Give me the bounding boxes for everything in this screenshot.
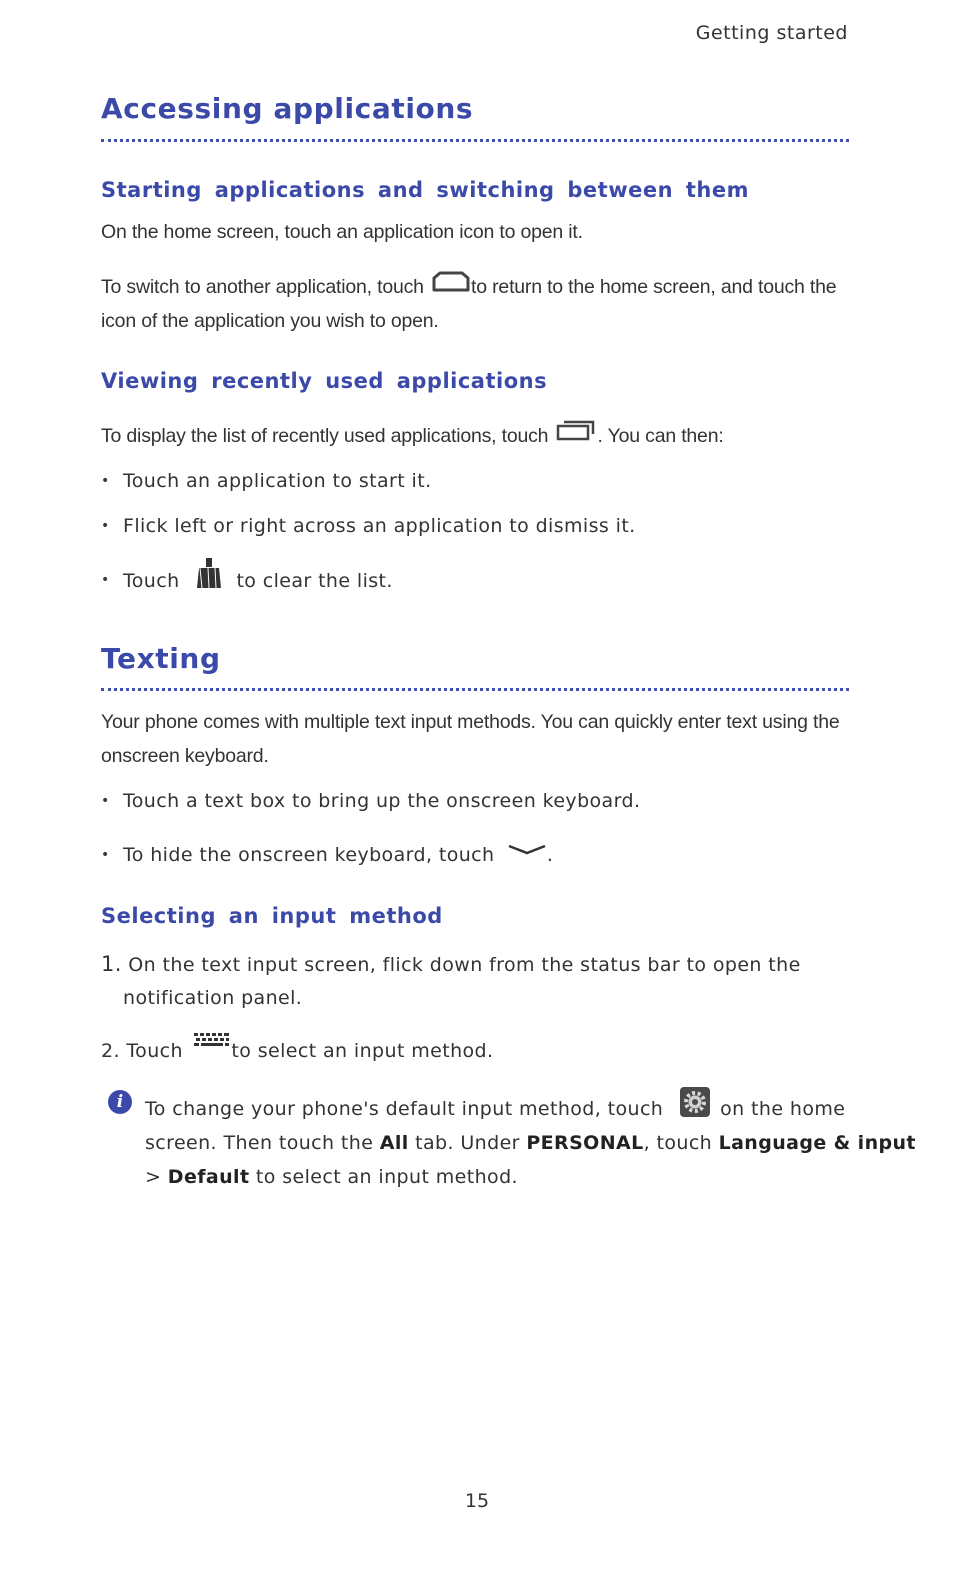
numbered-step (101, 1040, 493, 1062)
paragraph: Your phone comes with multiple text input methods. You can quickly enter text using the (101, 711, 840, 733)
text-span: To hide the onscreen keyboard, touch (123, 844, 495, 866)
subsection-title-input-method: Selecting an input method (101, 904, 443, 928)
text-span: on the home (720, 1098, 846, 1120)
step-number: 2. (101, 1040, 120, 1062)
info-icon: i (108, 1090, 132, 1114)
subsection-title-recent: Viewing recently used applications (101, 369, 548, 393)
paragraph-continued: onscreen keyboard. (101, 745, 269, 767)
bullet-marker: • (101, 572, 110, 588)
keyboard-icon (193, 1032, 231, 1057)
note-line (145, 1097, 845, 1122)
bullet-marker: • (101, 473, 110, 489)
text-span: to select an input method. (255, 1166, 518, 1188)
numbered-step-continued: notification panel. (123, 987, 303, 1009)
running-header: Getting started (695, 22, 848, 44)
list-item: Flick left or right across an application to dismiss it. (123, 515, 636, 537)
bullet-marker: • (101, 793, 110, 809)
note-line (145, 1132, 916, 1154)
text-span: to return to the home screen, and touch the (471, 276, 837, 298)
text-span: To change your phone's default input method, touch (145, 1098, 664, 1120)
paragraph (101, 276, 836, 299)
recent-apps-icon (556, 418, 598, 448)
bullet-marker: • (101, 847, 110, 863)
chevron-down-icon (507, 840, 547, 862)
broom-icon (194, 557, 224, 594)
section-divider (101, 688, 849, 691)
step-number: 1. (101, 952, 122, 976)
section-divider (101, 139, 849, 142)
paragraph (101, 425, 724, 448)
numbered-step (101, 952, 801, 976)
ui-term-personal: PERSONAL (526, 1132, 644, 1154)
text-span: tab. Under (415, 1132, 520, 1154)
text-span: to clear the list. (236, 570, 393, 592)
section-title-texting: Texting (101, 642, 221, 675)
settings-gear-icon (680, 1087, 710, 1122)
paragraph: On the home screen, touch an application icon to open it. (101, 221, 583, 243)
text-span: . You can then: (597, 425, 724, 447)
ui-term-language-input: Language & input (718, 1132, 916, 1154)
text-span: screen. Then touch the (145, 1132, 374, 1154)
list-item (123, 844, 553, 866)
subsection-title-starting: Starting applications and switching between them (101, 178, 749, 202)
text-span: On the text input screen, flick down from the status bar to open the (128, 954, 801, 976)
text-span: Touch (123, 570, 180, 592)
note-line (145, 1166, 518, 1188)
home-icon (431, 271, 471, 299)
paragraph-continued: icon of the application you wish to open. (101, 310, 439, 332)
text-span: to select an input method. (231, 1040, 494, 1062)
ui-term-all: All (379, 1132, 409, 1154)
text-span: To display the list of recently used applications, touch (101, 425, 549, 447)
page-number: 15 (464, 1490, 490, 1512)
ui-term-default: Default (167, 1166, 250, 1188)
list-item: Touch a text box to bring up the onscreen keyboard. (123, 790, 641, 812)
text-span: Touch (126, 1040, 183, 1062)
text-span: To switch to another application, touch (101, 276, 424, 298)
text-span: > (145, 1166, 162, 1188)
text-span: , touch (643, 1132, 713, 1154)
bullet-marker: • (101, 518, 110, 534)
list-item: Touch an application to start it. (123, 470, 432, 492)
text-span: . (546, 844, 554, 866)
section-title-accessing: Accessing applications (101, 92, 474, 125)
list-item (123, 569, 393, 594)
